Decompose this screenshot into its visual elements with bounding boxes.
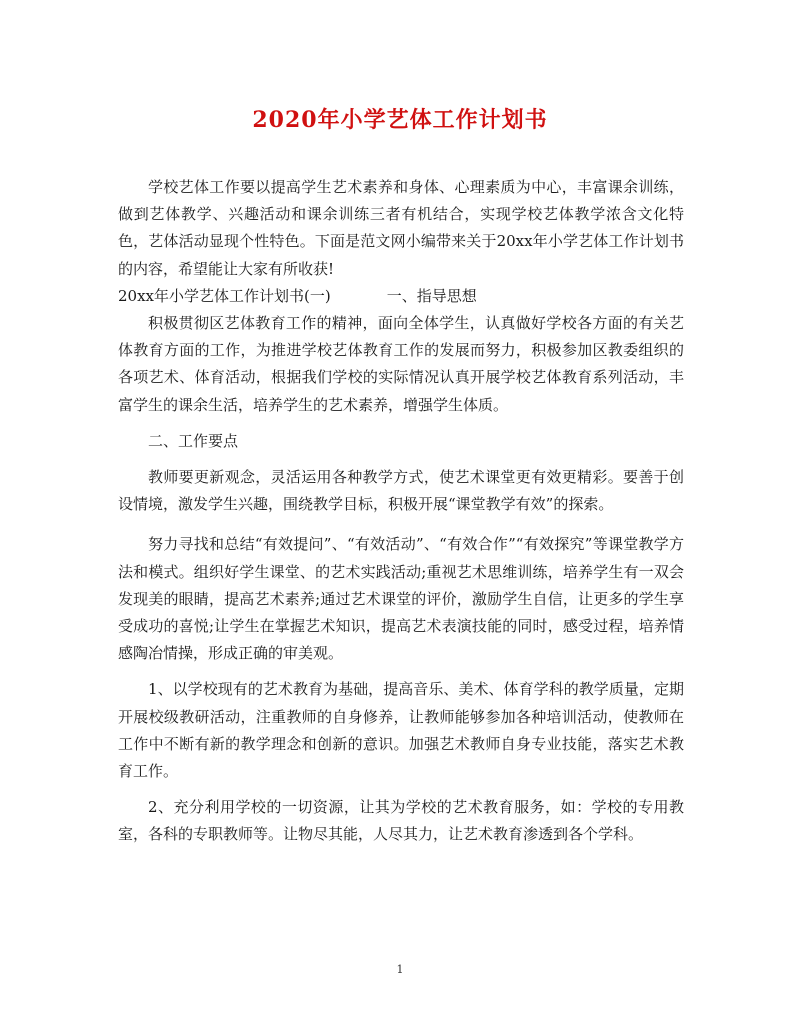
- intro-paragraph: 学校艺体工作要以提高学生艺术素养和身体、心理素质为中心，丰富课余训练，做到艺体教学、兴趣活动和课余训练三者有机结合，实现学校艺体教学浓含文化特色，艺体活动显现个性特色。下面是范文网小编带来关于20xx年小学艺体工作计划书的内容，希望能让大家有所收获!: [118, 178, 684, 278]
- page-title: 2020年小学艺体工作计划书: [252, 107, 548, 133]
- section1-paragraph: 积极贯彻区艺体教育工作的精神，面向全体学生，认真做好学校各方面的有关艺体教育方面的工作，为推进学校艺体教育工作的发展而努力，积极参加区教委组织的各项艺术、体育活动，根据我们学校的实际情况认真开展学校艺体教育系列活动，丰富学生的课余生活，培养学生的艺术素养，增强学生体质。: [118, 314, 684, 414]
- subtitle-line: [118, 283, 684, 310]
- list-item-1: 1、以学校现有的艺术教育为基础，提高音乐、美术、体育学科的教学质量，定期开展校级教研活动，注重教师的自身修养，让教师能够参加各种培训活动，使教师在工作中不断有新的教学理念和创新的意识。加强艺术教师自身专业技能，落实艺术教育工作。: [118, 680, 684, 781]
- list-item-2: 2、充分利用学校的一切资源，让其为学校的艺术教育服务，如：学校的专用教室，各科的专职教师等。让物尽其能，人尽其力，让艺术教育渗透到各个学科。: [118, 798, 684, 844]
- document-body: [118, 174, 684, 849]
- section2-heading: 二、工作要点: [148, 431, 239, 450]
- page-number: 1: [396, 963, 404, 976]
- section2-paragraph-1: 教师要更新观念，灵活运用各种教学方式，使艺术课堂更有效更精彩。要善于创设情境，激发学生兴趣，围绕教学目标，积极开展“课堂教学有效”的探索。: [118, 468, 684, 514]
- section2-paragraph-2: 努力寻找和总结“有效提问”、“有效活动”、“有效合作”“有效探究”等课堂教学方法和模式。组织好学生课堂、的艺术实践活动;重视艺术思维训练，培养学生有一双会发现美的眼睛，提高艺术素养;通过艺术课堂的评价，激励学生自信，让更多的学生享受成功的喜悦;让学生在掌握艺术知识，提高艺术表演技能的同时，感受过程，培养情感陶冶情操，形成正确的审美观。: [118, 535, 684, 663]
- section1-heading: 一、指导思想: [386, 286, 477, 305]
- document-subtitle: 20xx年小学艺体工作计划书(一): [118, 286, 331, 305]
